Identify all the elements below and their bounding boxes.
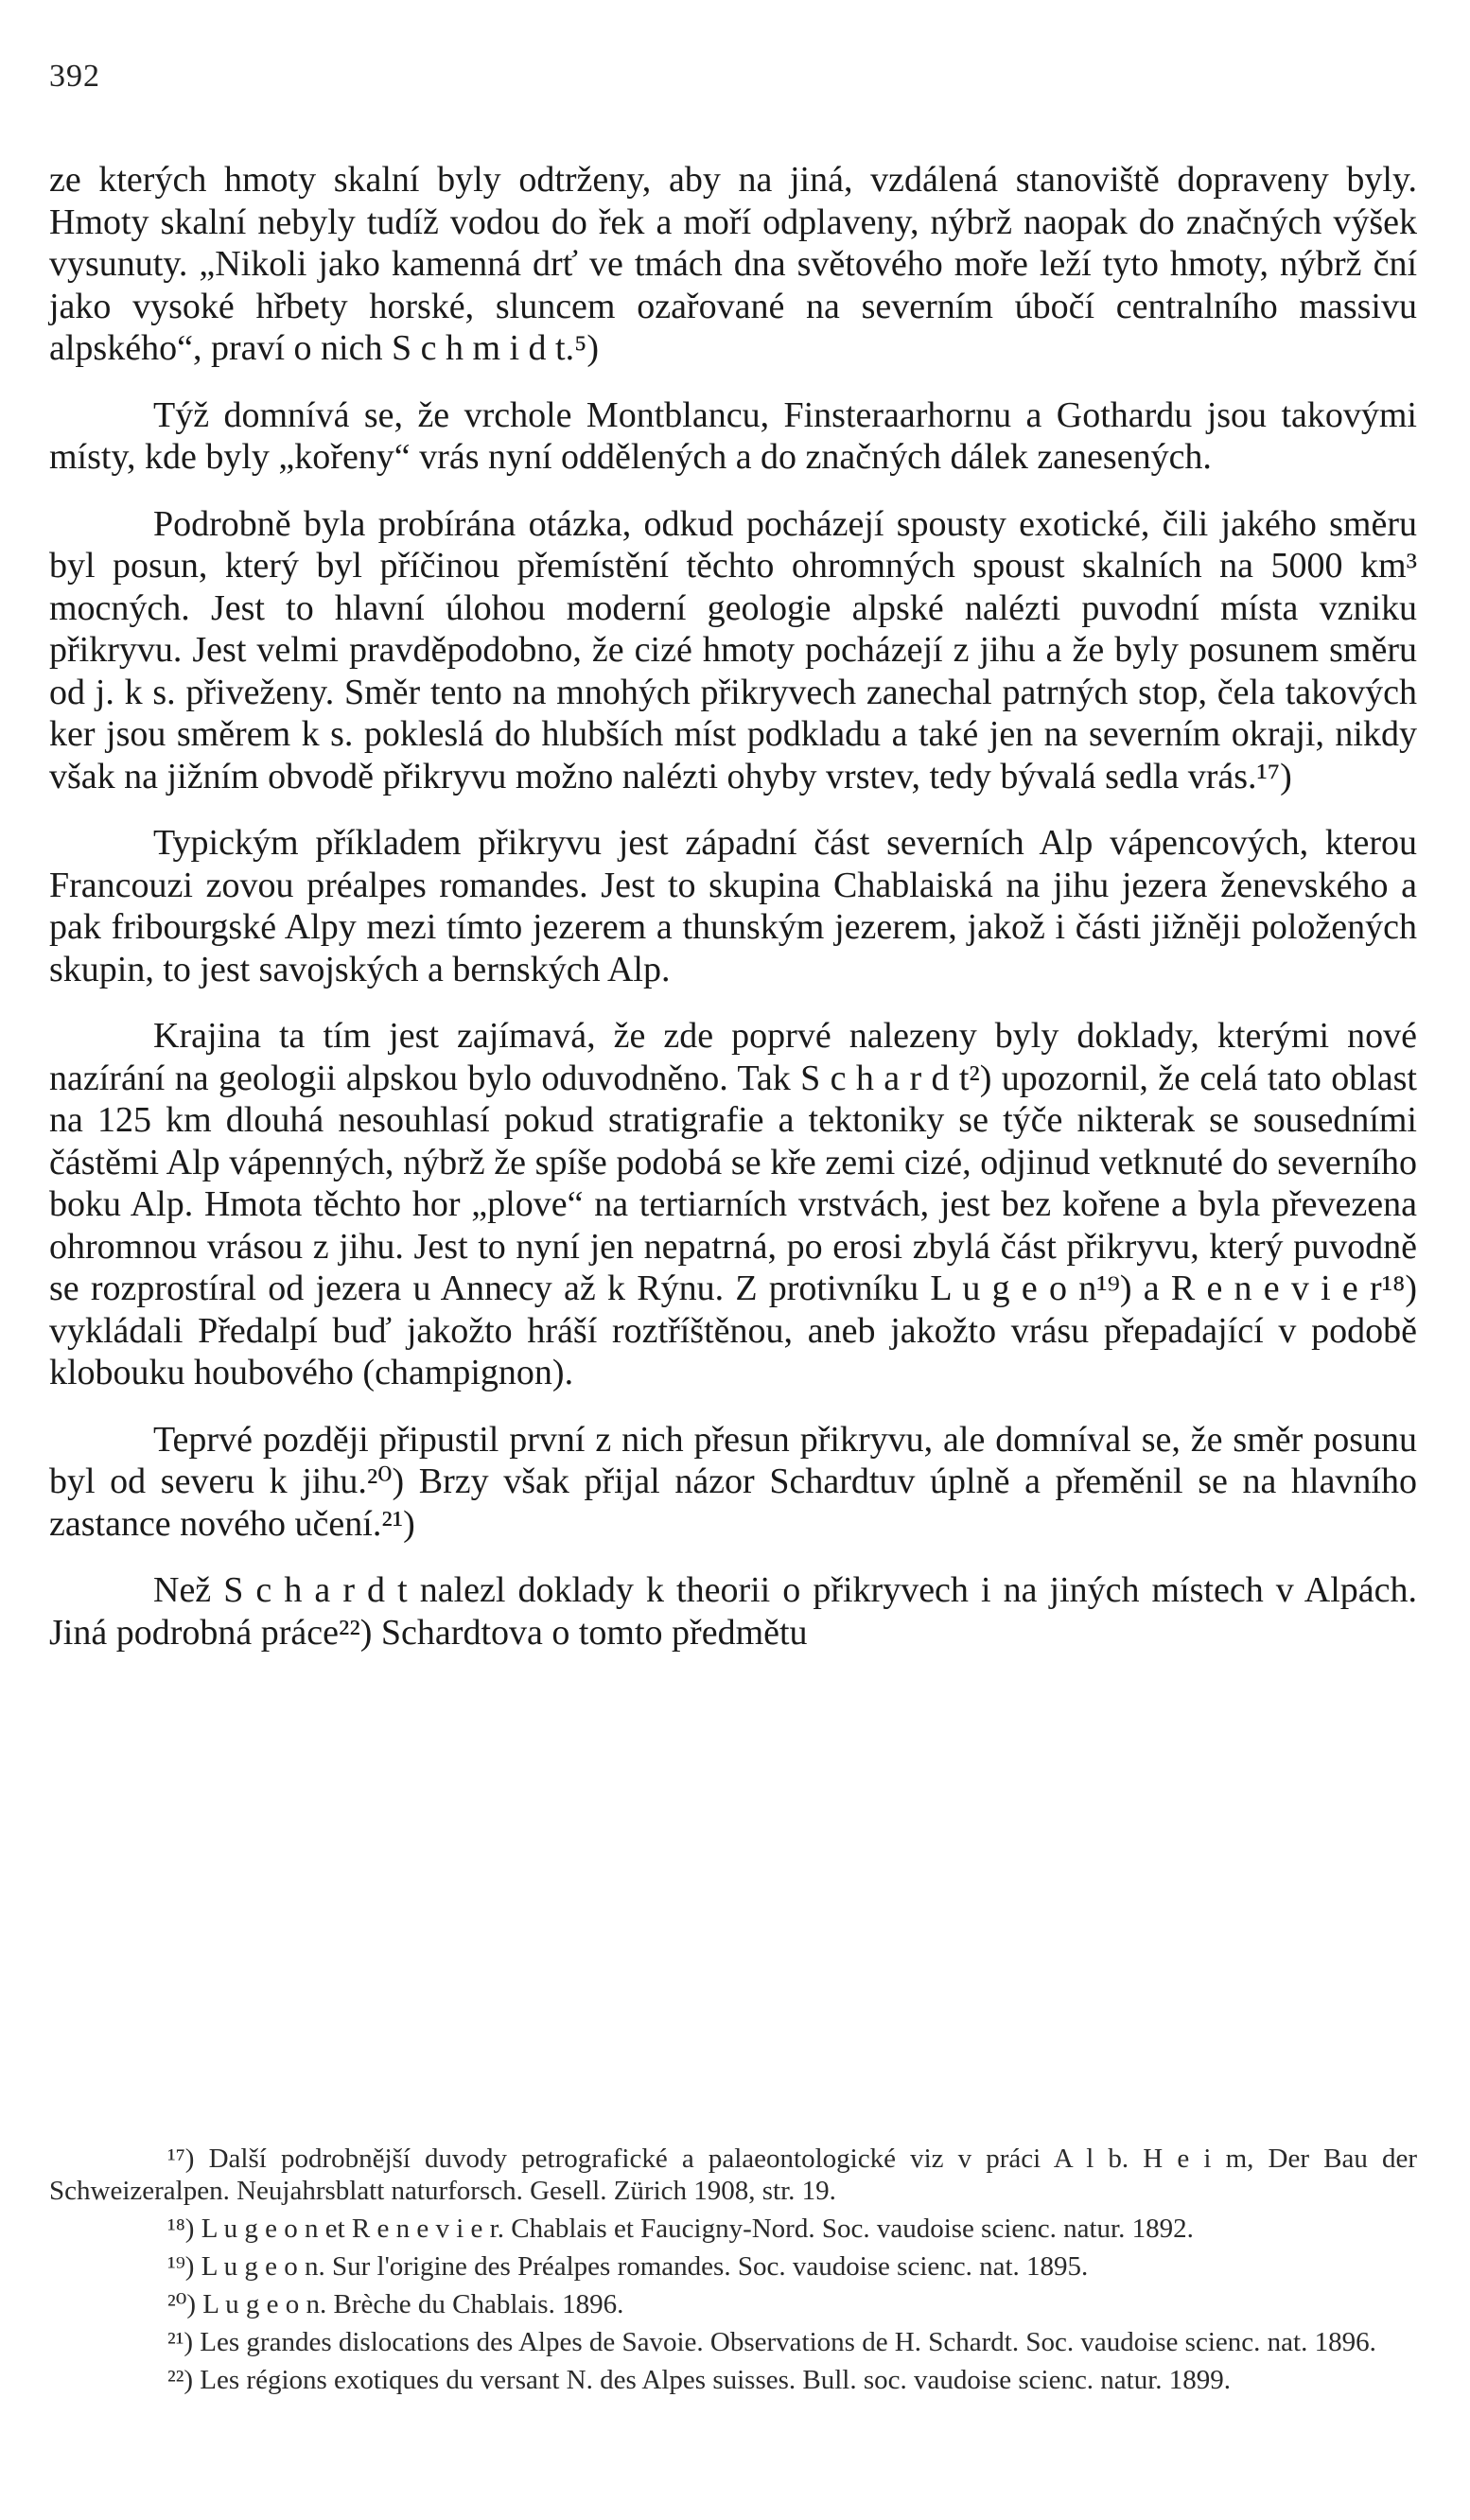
footnote: ²¹) Les grandes dislocations des Alpes de Savoie. Observations de H. Schardt. Soc. vaudoise scienc. nat. 1896. [167, 2327, 1376, 2357]
paragraph: Podrobně byla probírána otázka, odkud pocházejí spousty exotické, čili jakého směru byl posun, který byl příčinou přemístění těchto ohromných spoust skalních na 5000 km³ mocných. Jest to hlavní úlohou moderní geologie alpské nalézti puvodní místa vzniku přikryvu. Jest velmi pravděpodobno, že cizé hmoty pocházejí z jihu a že byly posunem směru od j. k s. přiveženy. Směr tento na mnohých přikryvech zanechal patrných stop, čela takových ker jsou směrem k s. pokleslá do hlubších míst podkladu a také jen na severním okraji, nikdy však na jižním obvodě přikryvu možno nalézti ohyby vrstev, tedy bývalá sedla vrás.¹⁷) [49, 503, 1417, 796]
footnote: ²⁰) L u g e o n. Brèche du Chablais. 1896. [167, 2289, 624, 2319]
footnote: ¹⁸) L u g e o n et R e n e v i e r. Chablais et Faucigny-Nord. Soc. vaudoise scienc. natur. 1892. [167, 2214, 1194, 2244]
paragraph: Krajina ta tím jest zajímavá, že zde poprvé nalezeny byly doklady, kterými nové nazírání na geologii alpskou bylo oduvodněno. Tak S c h a r d t²) upozornil, že celá tato oblast na 125 km dlouhá nesouhlasí pokud stratigrafie a tektoniky se týče nikterak se sousedními částěmi Alp vápenných, nýbrž že spíše podobá se kře zemi cizé, odjinud vetknuté do severního boku Alp. Hmota těchto hor „plove“ na tertiarních vrstvách, jest bez kořene a byla převezena ohromnou vrásou z jihu. Jest to nyní jen nepatrná, po erosi zbylá část přikryvu, který puvodně se rozprostíral od jezera u Annecy až k Rýnu. Z protivníku L u g e o n¹⁹) a R e n e v i e r¹⁸) vykládali Předalpí buď jakožto hráší roztříštěnou, aneb jakožto vrásu přepadající v podobě klobouku houbového (champignon). [49, 1016, 1417, 1392]
page-number: 392 [49, 59, 100, 94]
footnote: ¹⁷) Další podrobnější duvody petrografické a palaeontologické viz v práci A l b. H e i m, Der Bau der Schweizeralpen. Neujahrsblatt naturforsch. Gesell. Zürich 1908, str. 19. [49, 2144, 1417, 2206]
paragraph: ze kterých hmoty skalní byly odtrženy, aby na jiná, vzdálená stanoviště dopraveny byly. Hmoty skalní nebyly tudíž vodou do řek a moří odplaveny, nýbrž naopak do značných výšek vysunuty. „Nikoli jako kamenná drť ve tmách dna světového moře leží tyto hmoty, nýbrž ční jako vysoké hřbety horské, sluncem ozařované na severním úbočí centralního massivu alpského“, praví o nich S c h m i d t.⁵) [49, 160, 1417, 368]
paragraph: Než S c h a r d t nalezl doklady k theorii o přikryvech i na jiných místech v Alpách. Jiná podrobná práce²²) Schardtova o tomto předmětu [49, 1570, 1417, 1653]
footnote: ¹⁹) L u g e o n. Sur l'origine des Préalpes romandes. Soc. vaudoise scienc. nat. 1895. [167, 2251, 1089, 2282]
paragraph: Teprvé později připustil první z nich přesun přikryvu, ale domníval se, že směr posunu byl od severu k jihu.²⁰) Brzy však přijal názor Schardtuv úplně a přeměnil se na hlavního zastance nového učení.²¹) [49, 1419, 1417, 1544]
paragraph: Typickým příkladem přikryvu jest západní část severních Alp vápencových, kterou Francouzi zovou préalpes romandes. Jest to skupina Chablaiská na jihu jezera ženevského a pak fribourgské Alpy mezi tímto jezerem a thunským jezerem, jakož i části jižněji položených skupin, to jest savojských a bernských Alp. [49, 823, 1417, 989]
footnotes [49, 2143, 1417, 2402]
paragraph: Týž domnívá se, že vrchole Montblancu, Finsteraarhornu a Gothardu jsou takovými místy, kde byly „kořeny“ vrás nyní oddělených a do značných dálek zanesených. [49, 394, 1417, 477]
body-text [49, 159, 1417, 1678]
footnote: ²²) Les régions exotiques du versant N. des Alpes suisses. Bull. soc. vaudoise scienc. natur. 1899. [167, 2365, 1232, 2395]
